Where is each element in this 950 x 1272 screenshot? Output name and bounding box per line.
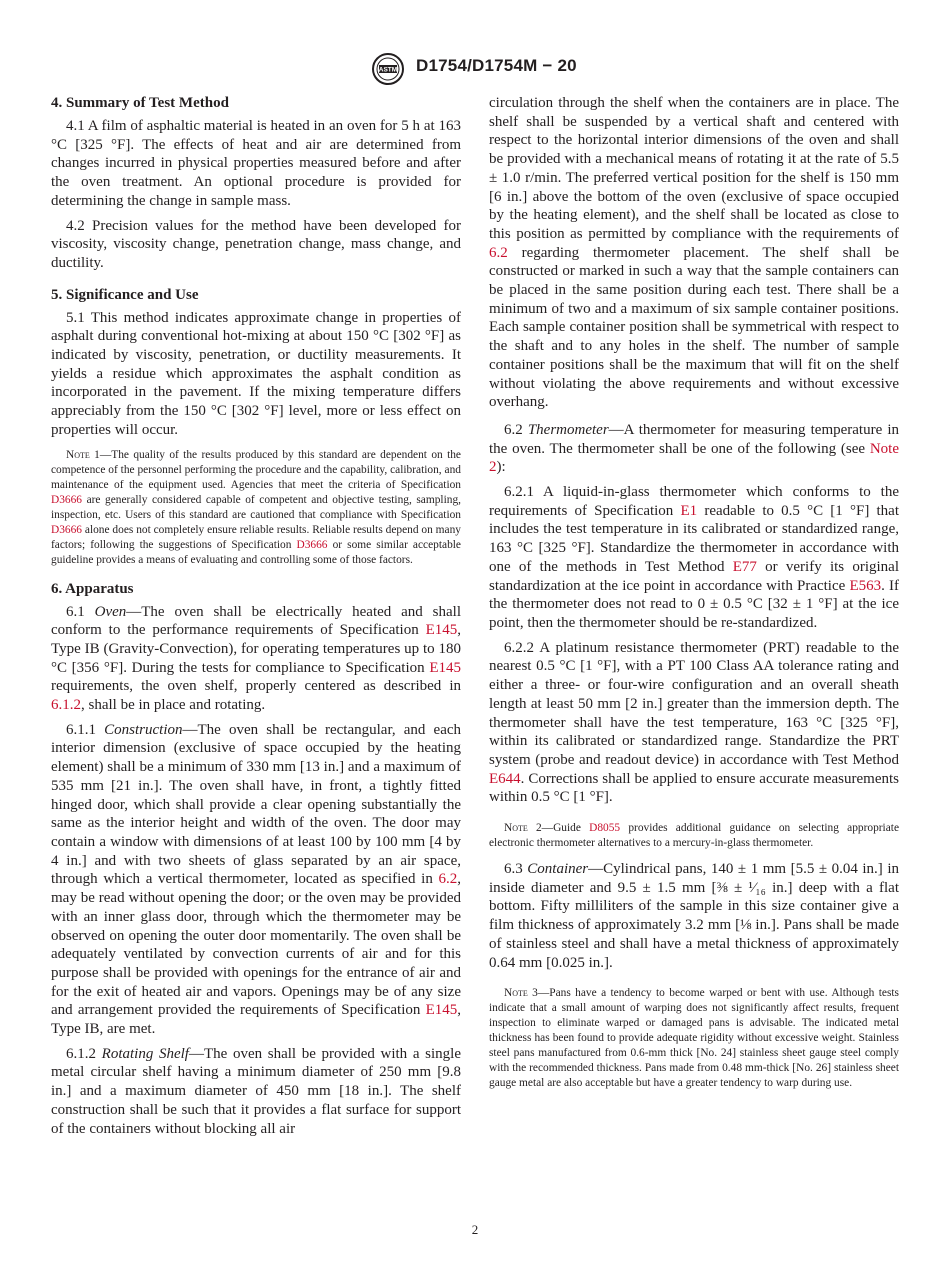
paragraph-4-1: 4.1 A film of asphaltic material is heated in an oven for 5 h at 163 °C [325 °F]. The effects of heat and air are determined from changes incurred in physical properties measured before and after the oven treatment. An optional procedure is provided for determining the change in sample mass. bbox=[51, 118, 461, 209]
page-number: 2 bbox=[471, 1222, 479, 1237]
note-3: Note 3—Pans have a tendency to become warped or bent with use. Although tests indicate that a small amount of warping does not significantly affect results, frequent inspection to eliminate warped or damaged pans is advisable. The indicated metal thickness has been found to provide adequate rigidity without excessive weight. Stainless steel pans manufactured from 0.6-mm thick [No. 24] stainless sheet gauge steel comply with the recommended thickness. Pans made from 0.48 mm-thick [No. 26] stainless sheet gauge metal are also acceptable but have a greater tendency to warp during use. bbox=[489, 987, 899, 1090]
link-d3666[interactable]: D3666 bbox=[296, 538, 328, 551]
paragraph-4-2: 4.2 Precision values for the method have been developed for viscosity, viscosity change, penetration change, mass change, and ductility. bbox=[51, 217, 461, 271]
link-6-1-2[interactable]: 6.1.2 bbox=[51, 697, 81, 714]
link-6-2[interactable]: 6.2 bbox=[489, 244, 508, 261]
paragraph-6-2: 6.2 Thermometer—A thermometer for measuring temperature in the oven. The thermometer shall be one of the following (see Note 2): bbox=[489, 421, 900, 476]
note-label: Note bbox=[504, 987, 528, 1000]
page-header bbox=[0, 52, 950, 86]
link-e1[interactable]: E1 bbox=[680, 502, 698, 519]
right-column bbox=[489, 94, 899, 1091]
svg-text:ASTM: ASTM bbox=[378, 66, 398, 74]
paragraph-6-1-1: 6.1.1 Construction—The oven shall be rectangular, and each interior dimension (exclusive of space occupied by the heating element) shall be a minimum of 330 mm [13 in.] and a maximum of 535 mm [21 in.]. The oven shall have, in front, a tightly fitted hinged door, which shall provide a clear opening substantially the same as the interior height and width of the oven. The door may contain a window with dimensions of at least 100 by 100 mm [4 by 4 in.] and with two sheets of glass separated by an air space, through which a vertical thermometer, located as specified in 6.2, may be read without opening the door; or the oven may be provided with an inner glass door, through which the thermometer may be observed on opening the outer door momentarily. The oven shall be adequately ventilated by convection currents of air and for this purpose shall be provided with openings for the entrance of air and for the exit of heated air and vapors. Openings may be of any size and arrangement provided the requirements of Specification E145, Type IB, are met. bbox=[51, 721, 462, 1038]
note-label: Note bbox=[504, 822, 528, 835]
link-e145[interactable]: E145 bbox=[425, 1002, 458, 1019]
left-column bbox=[51, 94, 461, 1138]
astm-logo-icon bbox=[370, 52, 406, 86]
link-6-2[interactable]: 6.2 bbox=[438, 871, 458, 888]
paragraph-6-1-2: 6.1.2 Rotating Shelf—The oven shall be provided with a single metal circular shelf having a minimum diameter of 250 mm [9.8 in.] and a maximum diameter of 450 mm [18 in.]. The shelf construction shall be such that it provides a flat surface for support of the containers without blocking all air bbox=[51, 1045, 461, 1137]
paragraph-6-3: 6.3 Container—Cylindrical pans, 140 ± 1 mm [5.5 ± 0.04 in.] in inside diameter and 9.5 ± 1.5 mm [⅜ ± ¹⁄₁₆ in.] deep with a flat bottom. Fifty milliliters of the sample in this size container give a film thickness of approximately 3.2 mm [⅛ in.]. Pans shall be made of stainless steel and shall have a metal thickness of approximately 0.64 mm [0.025 in.]. bbox=[489, 861, 900, 971]
section-4-title: 4. Summary of Test Method bbox=[51, 95, 229, 111]
section-6-title: 6. Apparatus bbox=[51, 580, 134, 597]
paragraph-6-2-2: 6.2.2 A platinum resistance thermometer (PRT) readable to the nearest 0.5 °C [1 °F], with a PT 100 Class AA tolerance rating and either a three- or four-wire configuration and an overall sheath length at least 50 mm [2 in.] greater than the immersion depth. The thermometer shall have the test temperature, 163 °C [325 °F], within its calibrated or standardized range. Standardize the PRT system (probe and readout device) in accordance with Test Method E644. Corrections shall be applied to ensure accurate measurements within 0.5 °C [1 °F]. bbox=[489, 639, 899, 806]
paragraph-6-2-1: 6.2.1 A liquid-in-glass thermometer which conforms to the requirements of Specification E1 readable to 0.5 °C [1 °F] that includes the test temperature in its calibrated or standardized range, 163 °C [325 °F]. Standardize the thermometer in accordance with one of the methods in Test Method E77 or verify its original standardization at the ice point in accordance with Practice E563. If the thermometer does not read to 0 ± 0.5 °C [32 ± 1 °F] at the ice point, then the thermometer should be re-standardized. bbox=[489, 484, 900, 631]
paragraph-6-1-2-continued: circulation through the shelf when the containers are in place. The shelf shall be suspended by a vertical shaft and centered with respect to the horizontal interior dimensions of the oven and shall be provided with a mechanical means of rotating it at the rate of 5.5 ± 1.0 r/min. The preferred vertical position for the shelf is 150 mm [6 in.] above the bottom of the oven (exclusive of space occupied by the heating element), and the shelf shall be located as close to this position as permitted by compliance with the requirements of 6.2 regarding thermometer placement. The shelf shall be constructed or marked in such a way that the sample containers can be placed in the same position during each test. There shall be a minimum of two and a maximum of six sample container positions. Each sample container position shall be symmetrical with respect to the shaft and to any holes in the shelf. The number of sample container positions shall be the maximum that will fit on the shelf without violating the above requirements and without excessive overhang. bbox=[489, 95, 899, 411]
link-note-2[interactable]: Note 2 bbox=[489, 440, 899, 476]
link-e77[interactable]: E77 bbox=[732, 558, 757, 575]
link-d3666[interactable]: D3666 bbox=[51, 523, 83, 536]
link-d3666[interactable]: D3666 bbox=[51, 493, 83, 506]
link-d8055[interactable]: D8055 bbox=[589, 822, 621, 835]
paragraph-6-1: 6.1 Oven—The oven shall be electrically heated and shall conform to the performance requirements of Specification E145, Type IB (Gravity-Convection), for operating temperatures up to 180 °C [356 °F]. During the tests for compliance to Specification E145 requirements, the oven shelf, properly centered as described in 6.1.2, shall be in place and rotating. bbox=[51, 603, 461, 714]
link-e145[interactable]: E145 bbox=[425, 622, 458, 639]
note-2: Note 2—Guide D8055 provides additional guidance on selecting appropriate electronic thermometer alternatives to a mercury-in-glass thermometer. bbox=[489, 822, 900, 850]
note-1: Note 1—The quality of the results produced by this standard are dependent on the competence of the personnel performing the procedure and the capability, calibration, and maintenance of the equipment used. Agencies that meet the criteria of Specification D3666 are generally considered capable of competent and objective testing, sampling, inspection, etc. Users of this standard are cautioned that compliance with Specification D3666 alone does not completely ensure reliable results. Reliable results depend on many factors; following the suggestions of Specification D3666 or some similar acceptable guideline provides a means of evaluating and controlling some of those factors. bbox=[51, 448, 461, 566]
link-e563[interactable]: E563 bbox=[849, 577, 882, 594]
paragraph-5-1: 5.1 This method indicates approximate change in properties of asphalt during conventional hot-mixing at about 150 °C [302 °F] as indicated by viscosity, penetration, or ductility measurements. It yields a residue which approximates the asphalt condition as incorporated in the pavement. If the mixing temperature differs appreciably from the 150 °C [302 °F] level, more or less effect on properties will occur. bbox=[51, 309, 461, 438]
note-label: Note bbox=[66, 448, 90, 461]
link-e145[interactable]: E145 bbox=[429, 659, 461, 676]
document-designation: D1754/D1754M − 20 bbox=[416, 56, 577, 75]
section-5-title: 5. Significance and Use bbox=[51, 286, 199, 303]
link-e644[interactable]: E644 bbox=[489, 770, 521, 787]
